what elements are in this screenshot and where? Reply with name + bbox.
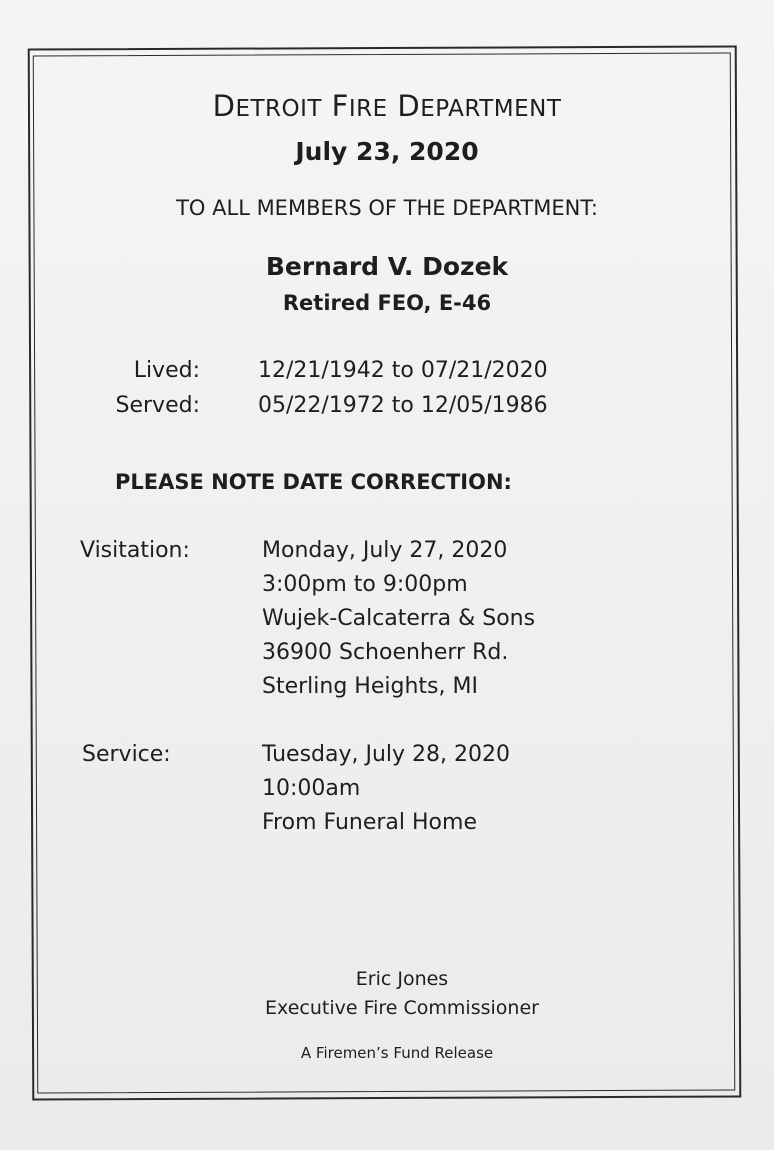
notice-date: July 23, 2020 bbox=[295, 137, 479, 166]
visitation-line: Monday, July 27, 2020 bbox=[262, 538, 508, 563]
service-label: Service: bbox=[82, 742, 171, 767]
date-correction-notice: PLEASE NOTE DATE CORRECTION: bbox=[115, 470, 512, 494]
lived-label: Lived: bbox=[133, 358, 200, 383]
visitation-line: Wujek-Calcaterra & Sons bbox=[262, 606, 536, 631]
department-heading: DETROIT FIRE DEPARTMENT bbox=[212, 89, 562, 123]
service-line: 10:00am bbox=[262, 776, 361, 801]
salutation: TO ALL MEMBERS OF THE DEPARTMENT: bbox=[176, 196, 598, 220]
served-label: Served: bbox=[115, 393, 200, 418]
served-value: 05/22/1972 to 12/05/1986 bbox=[258, 393, 548, 418]
visitation-line: Sterling Heights, MI bbox=[262, 674, 478, 699]
visitation-label: Visitation: bbox=[80, 538, 190, 563]
deceased-title: Retired FEO, E-46 bbox=[282, 291, 492, 315]
visitation-line: 3:00pm to 9:00pm bbox=[262, 572, 468, 597]
service-line: Tuesday, July 28, 2020 bbox=[262, 742, 511, 767]
lived-value: 12/21/1942 to 07/21/2020 bbox=[258, 358, 548, 383]
visitation-line: 36900 Schoenherr Rd. bbox=[262, 640, 509, 665]
service-line: From Funeral Home bbox=[262, 810, 477, 835]
release-note: A Firemen’s Fund Release bbox=[300, 1044, 494, 1062]
signatory-name: Eric Jones bbox=[355, 968, 449, 990]
deceased-name: Bernard V. Dozek bbox=[265, 252, 509, 281]
signatory-title: Executive Fire Commissioner bbox=[265, 997, 539, 1019]
